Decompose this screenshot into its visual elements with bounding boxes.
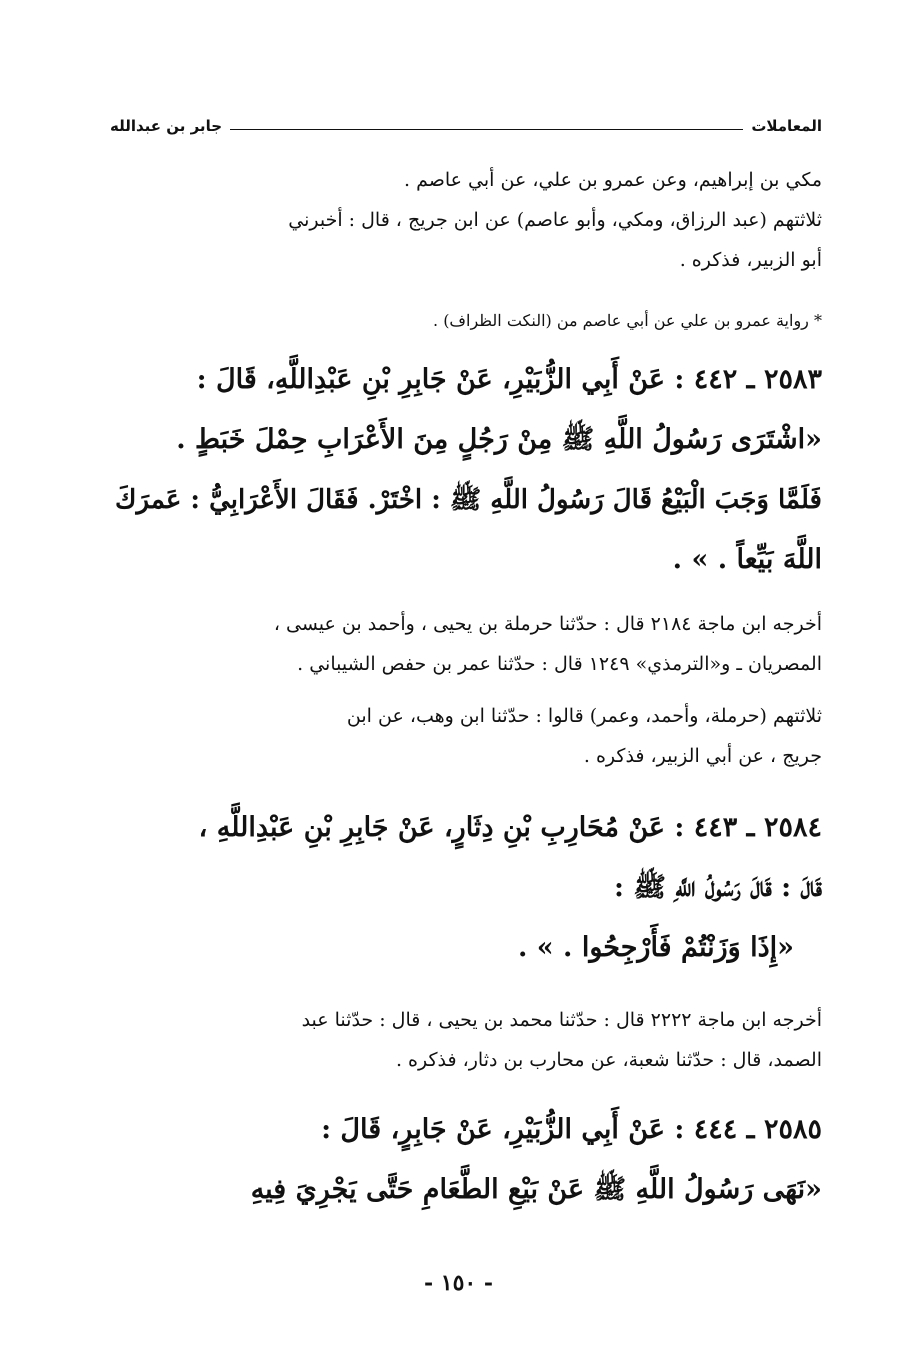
hadith-2584 [110,798,822,978]
hadith-matn-line: «اشْتَرَى رَسُولُ اللَّهِ ﷺ مِنْ رَجُلٍ مِنَ الأَعْرَابِ حِمْلَ خَبَطٍ . [176,424,822,455]
text-line: أخرجه ابن ماجة ٢٢٢٢ قال : حدّثنا محمد بن يحيى ، قال : حدّثنا عبد [301,1009,822,1031]
header-rule [230,129,743,130]
page-number: - ١٥٠ - [423,1270,494,1296]
text-line: ثلاثتهم (حرملة، وأحمد، وعمر) قالوا : حدّثنا ابن وهب، عن ابن [346,705,822,727]
text-line: مكي بن إبراهيم، وعن عمرو بن علي، عن أبي عاصم . [404,169,822,191]
text-line: جريج ، عن أبي الزبير، فذكره . [583,745,822,767]
text-line: ثلاثتهم (عبد الرزاق، ومكي، وأبو عاصم) عن ابن جريج ، قال : أخبرني [288,209,822,231]
remark-note [110,306,822,336]
header-companion-name: جابر بن عبدالله [110,117,223,135]
header-section-title: المعاملات [751,117,822,135]
takhrij-2584 [110,1000,822,1080]
hadith-matn-line: اللَّهَ بَيِّعاً . » . [672,544,822,575]
hadith-2585 [110,1100,822,1220]
hadith-matn-line: «نَهَى رَسُولُ اللَّهِ ﷺ عَنْ بَيْعِ الطَّعَامِ حَتَّى يَجْرِيَ فِيهِ [250,1174,822,1205]
text-line: الصمد، قال : حدّثنا شعبة، عن محارب بن دثار، فذكره . [395,1049,822,1071]
hadith-isnad: ٢٥٨٤ ـ ٤٤٣ : عَنْ مُحَارِبِ بْنِ دِثَارٍ، عَنْ جَابِرِ بْنِ عَبْدِاللَّهِ ، [198,812,822,843]
hadith-isnad: ٢٥٨٥ ـ ٤٤٤ : عَنْ أَبِي الزُّبَيْرِ، عَنْ جَابِرٍ، قَالَ : [321,1114,822,1145]
running-header [110,114,822,138]
hadith-matn-line: «إِذَا وَزَنْتُمْ فَأَرْجِحُوا . » . [517,932,794,963]
hadith-2583 [110,350,822,590]
text-line: * رواية عمرو بن علي عن أبي عاصم من (النكت الظراف) . [433,311,822,330]
text-line: المصريان ـ و«الترمذي» ١٢٤٩ قال : حدّثنا عمر بن حفص الشيباني . [297,653,822,675]
takhrij-2583-chain [110,696,822,776]
hadith-matn-line: فَلَمَّا وَجَبَ الْبَيْعُ قَالَ رَسُولُ اللَّهِ ﷺ : اخْتَرْ. فَقَالَ الأَعْرَابِيُّ : عَمرَكَ [115,485,822,515]
takhrij-2583 [110,604,822,684]
hadith-isnad: ٢٥٨٣ ـ ٤٤٢ : عَنْ أَبِي الزُّبَيْرِ، عَنْ جَابِرِ بْنِ عَبْدِاللَّهِ، قَالَ : [196,364,822,395]
takhrij-continuation [110,160,822,280]
text-line: أخرجه ابن ماجة ٢١٨٤ قال : حدّثنا حرملة بن يحيى ، وأحمد بن عيسى ، [273,613,822,635]
hadith-isnad: قَالَ : قَالَ رَسُولُ اللَّهِ ﷺ : [614,872,822,903]
text-line: أبو الزبير، فذكره . [679,249,822,271]
